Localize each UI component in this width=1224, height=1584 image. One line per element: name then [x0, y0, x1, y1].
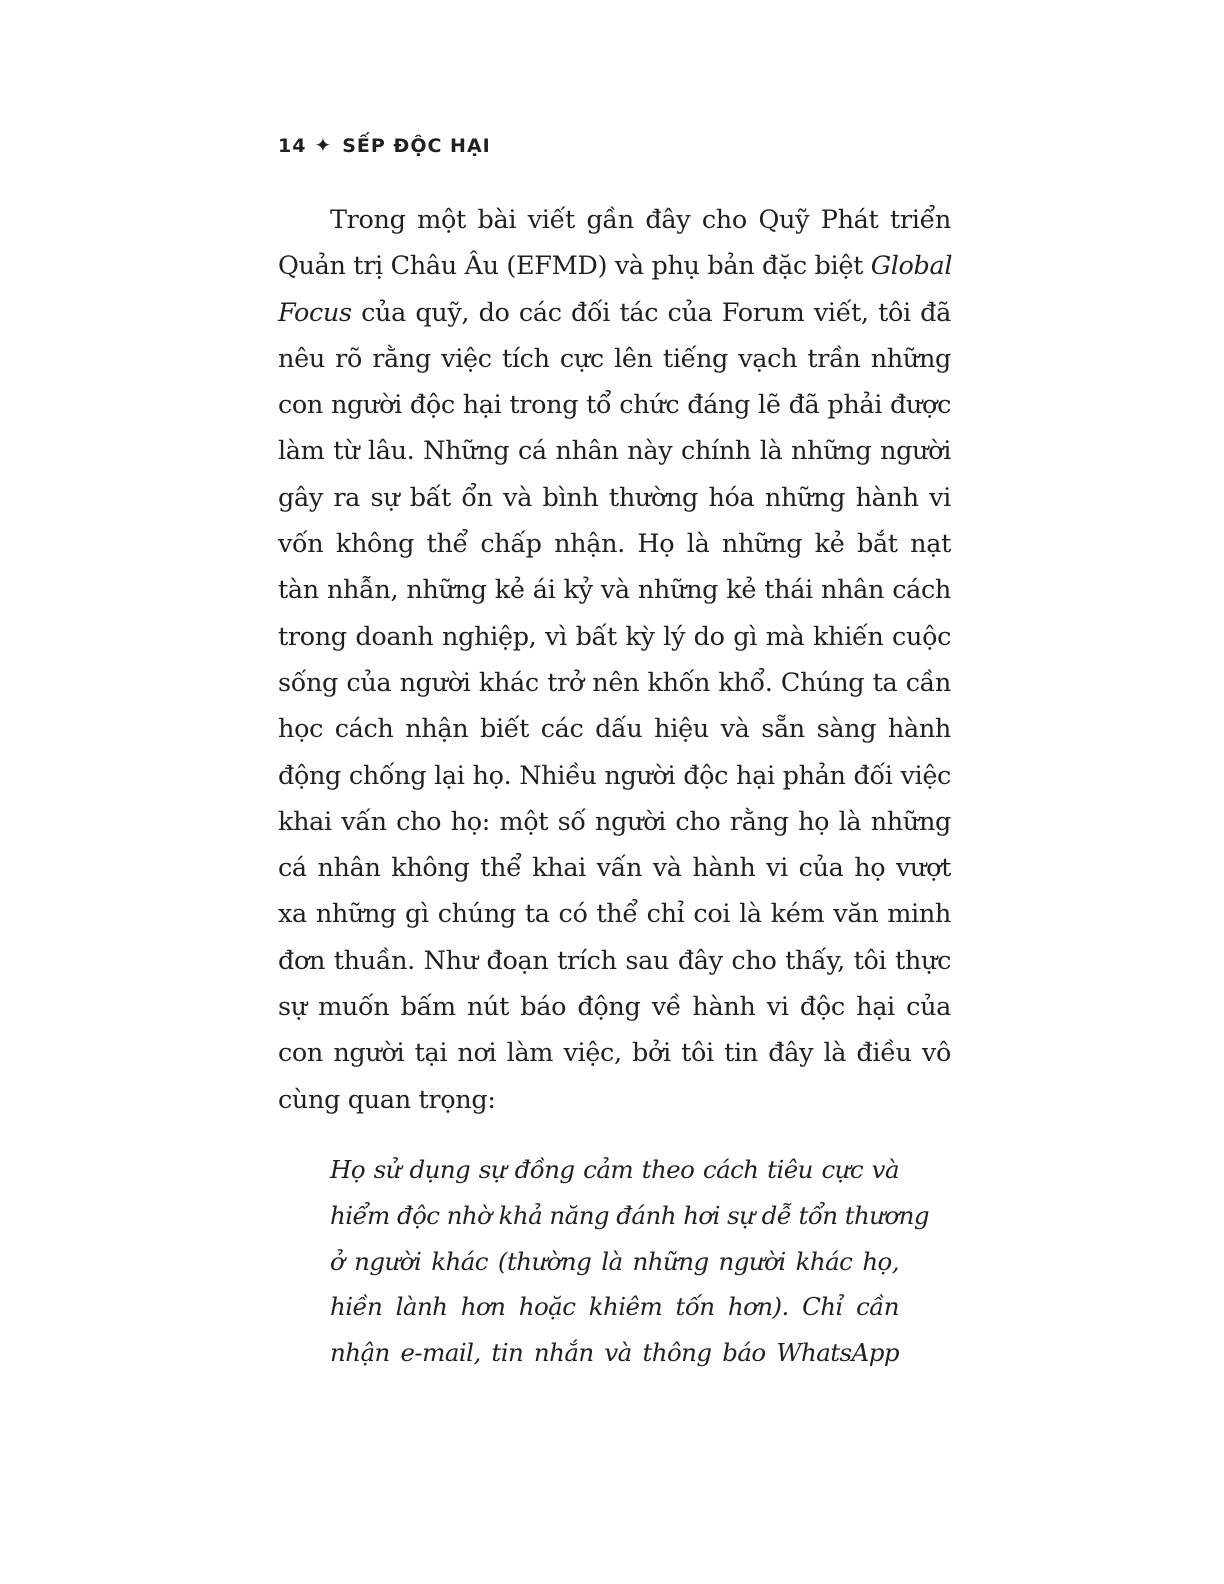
quote-line: hiểm độc nhờ khả năng đánh hơi sự dễ tổn thương: [330, 1200, 930, 1230]
paragraph-line: tàn nhẫn, những kẻ ái kỷ và những kẻ thái nhân cách: [278, 575, 951, 606]
quote-line: hiền lành hơn hoặc khiêm tốn hơn). Chỉ cần: [330, 1292, 899, 1322]
italic-title: Global: [870, 251, 953, 282]
paragraph-line: con người độc hại trong tổ chức đáng lẽ đã phải được: [278, 390, 951, 421]
paragraph-line: xa những gì chúng ta có thể chỉ coi là kém văn minh: [278, 899, 951, 930]
quote-line: ở người khác (thường là những người khác họ,: [330, 1246, 899, 1276]
paragraph-line: cá nhân không thể khai vấn và hành vi của họ vượt: [278, 853, 951, 884]
star-separator-icon: ✦: [314, 133, 333, 157]
paragraph-line: học cách nhận biết các dấu hiệu và sẵn sàng hành: [278, 714, 951, 745]
paragraph-line: động chống lại họ. Nhiều người độc hại phản đối việc: [278, 760, 951, 791]
paragraph-line: cùng quan trọng:: [278, 1084, 496, 1115]
paragraph-line: sự muốn bấm nút báo động về hành vi độc hại của: [278, 992, 951, 1023]
paragraph-line: vốn không thể chấp nhận. Họ là những kẻ bắt nạt: [278, 529, 951, 560]
paragraph-line: nêu rõ rằng việc tích cực lên tiếng vạch trần những: [278, 343, 951, 374]
running-header: [278, 130, 491, 161]
paragraph-line: đơn thuần. Như đoạn trích sau đây cho thấy, tôi thực: [278, 945, 951, 976]
block-quote: [330, 1147, 930, 1376]
book-title: SẾP ĐỘC HẠI: [342, 135, 491, 157]
page-number: 14: [278, 135, 307, 157]
quote-line: nhận e-mail, tin nhắn và thông báo WhatsApp: [330, 1338, 899, 1368]
paragraph-line: con người tại nơi làm việc, bởi tôi tin đây là điều vô: [278, 1038, 951, 1069]
italic-title: Focus: [278, 297, 352, 328]
paragraph-line: khai vấn cho họ: một số người cho rằng họ là những: [278, 806, 951, 837]
paragraph-line: Trong một bài viết gần đây cho Quỹ Phát triển: [330, 205, 951, 235]
body-paragraph: [278, 197, 951, 1123]
paragraph-line: Quản trị Châu Âu (EFMD) và phụ bản đặc biệt Global: [278, 251, 953, 282]
paragraph-line: gây ra sự bất ổn và bình thường hóa những hành vi: [278, 482, 951, 513]
paragraph-line: sống của người khác trở nên khốn khổ. Chúng ta cần: [278, 667, 951, 698]
paragraph-line: làm từ lâu. Những cá nhân này chính là những người: [278, 436, 951, 467]
quote-line: Họ sử dụng sự đồng cảm theo cách tiêu cực và: [330, 1155, 899, 1184]
paragraph-line: trong doanh nghiệp, vì bất kỳ lý do gì mà khiến cuộc: [278, 621, 951, 652]
paragraph-line: Focus của quỹ, do các đối tác của Forum viết, tôi đã: [278, 297, 951, 328]
